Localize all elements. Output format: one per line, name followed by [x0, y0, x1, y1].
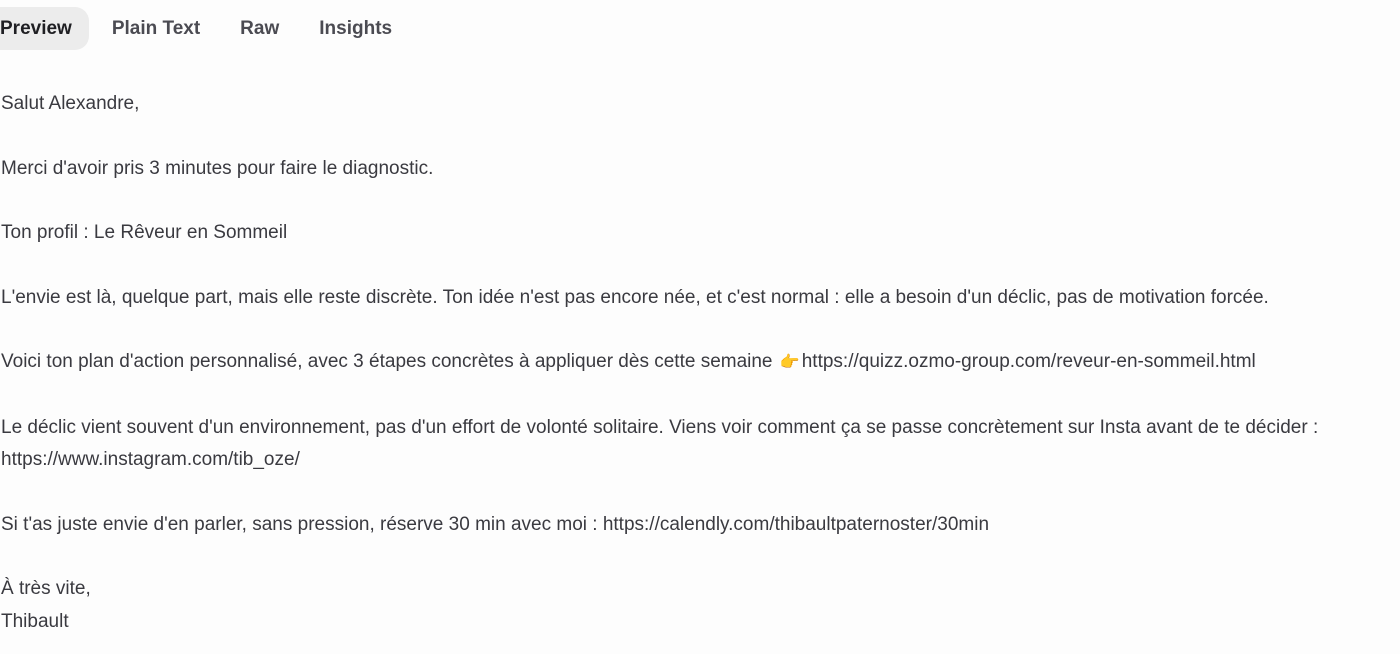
email-signoff: À très vite,: [1, 578, 91, 599]
email-declic-text: Le déclic vient souvent d'un environnement, pas d'un effort de volonté solitaire. Viens voir comment ça se passe concrètement sur Insta avant de te décider :: [1, 416, 1319, 438]
email-declic: [1, 412, 1400, 477]
email-greeting: Salut Alexandre,: [1, 93, 140, 114]
pointing-hand-icon: 👉: [779, 354, 800, 371]
email-call: Si t'as juste envie d'en parler, sans pression, réserve 30 min avec moi : https://calendly.com/thibaultpaternoster/30min: [1, 513, 990, 535]
tab-insights[interactable]: Insights: [319, 17, 393, 39]
email-profile: Ton profil : Le Rêveur en Sommeil: [1, 222, 288, 243]
email-thanks: Merci d'avoir pris 3 minutes pour faire le diagnostic.: [1, 157, 434, 179]
email-declic-link[interactable]: https://www.instagram.com/tib_oze/: [1, 449, 300, 470]
email-preview-body: [1, 88, 1400, 638]
email-plan-link[interactable]: https://quizz.ozmo-group.com/reveur-en-sommeil.html: [801, 351, 1256, 372]
tab-plain-text[interactable]: Plain Text: [111, 17, 201, 39]
email-signature: Thibault: [1, 610, 69, 632]
email-description: L'envie est là, quelque part, mais elle reste discrète. Ton idée n'est pas encore née, et c'est normal : elle a besoin d'un déclic, pas de motivation forcée.: [1, 286, 1269, 308]
view-tabs: [0, 7, 409, 50]
email-closing: [1, 573, 1400, 638]
tab-raw[interactable]: Raw: [240, 17, 280, 39]
tab-preview[interactable]: Preview: [0, 7, 89, 50]
email-plan-text: Voici ton plan d'action personnalisé, avec 3 étapes concrètes à appliquer dès cette semaine: [1, 351, 773, 372]
email-plan: [1, 346, 1400, 380]
